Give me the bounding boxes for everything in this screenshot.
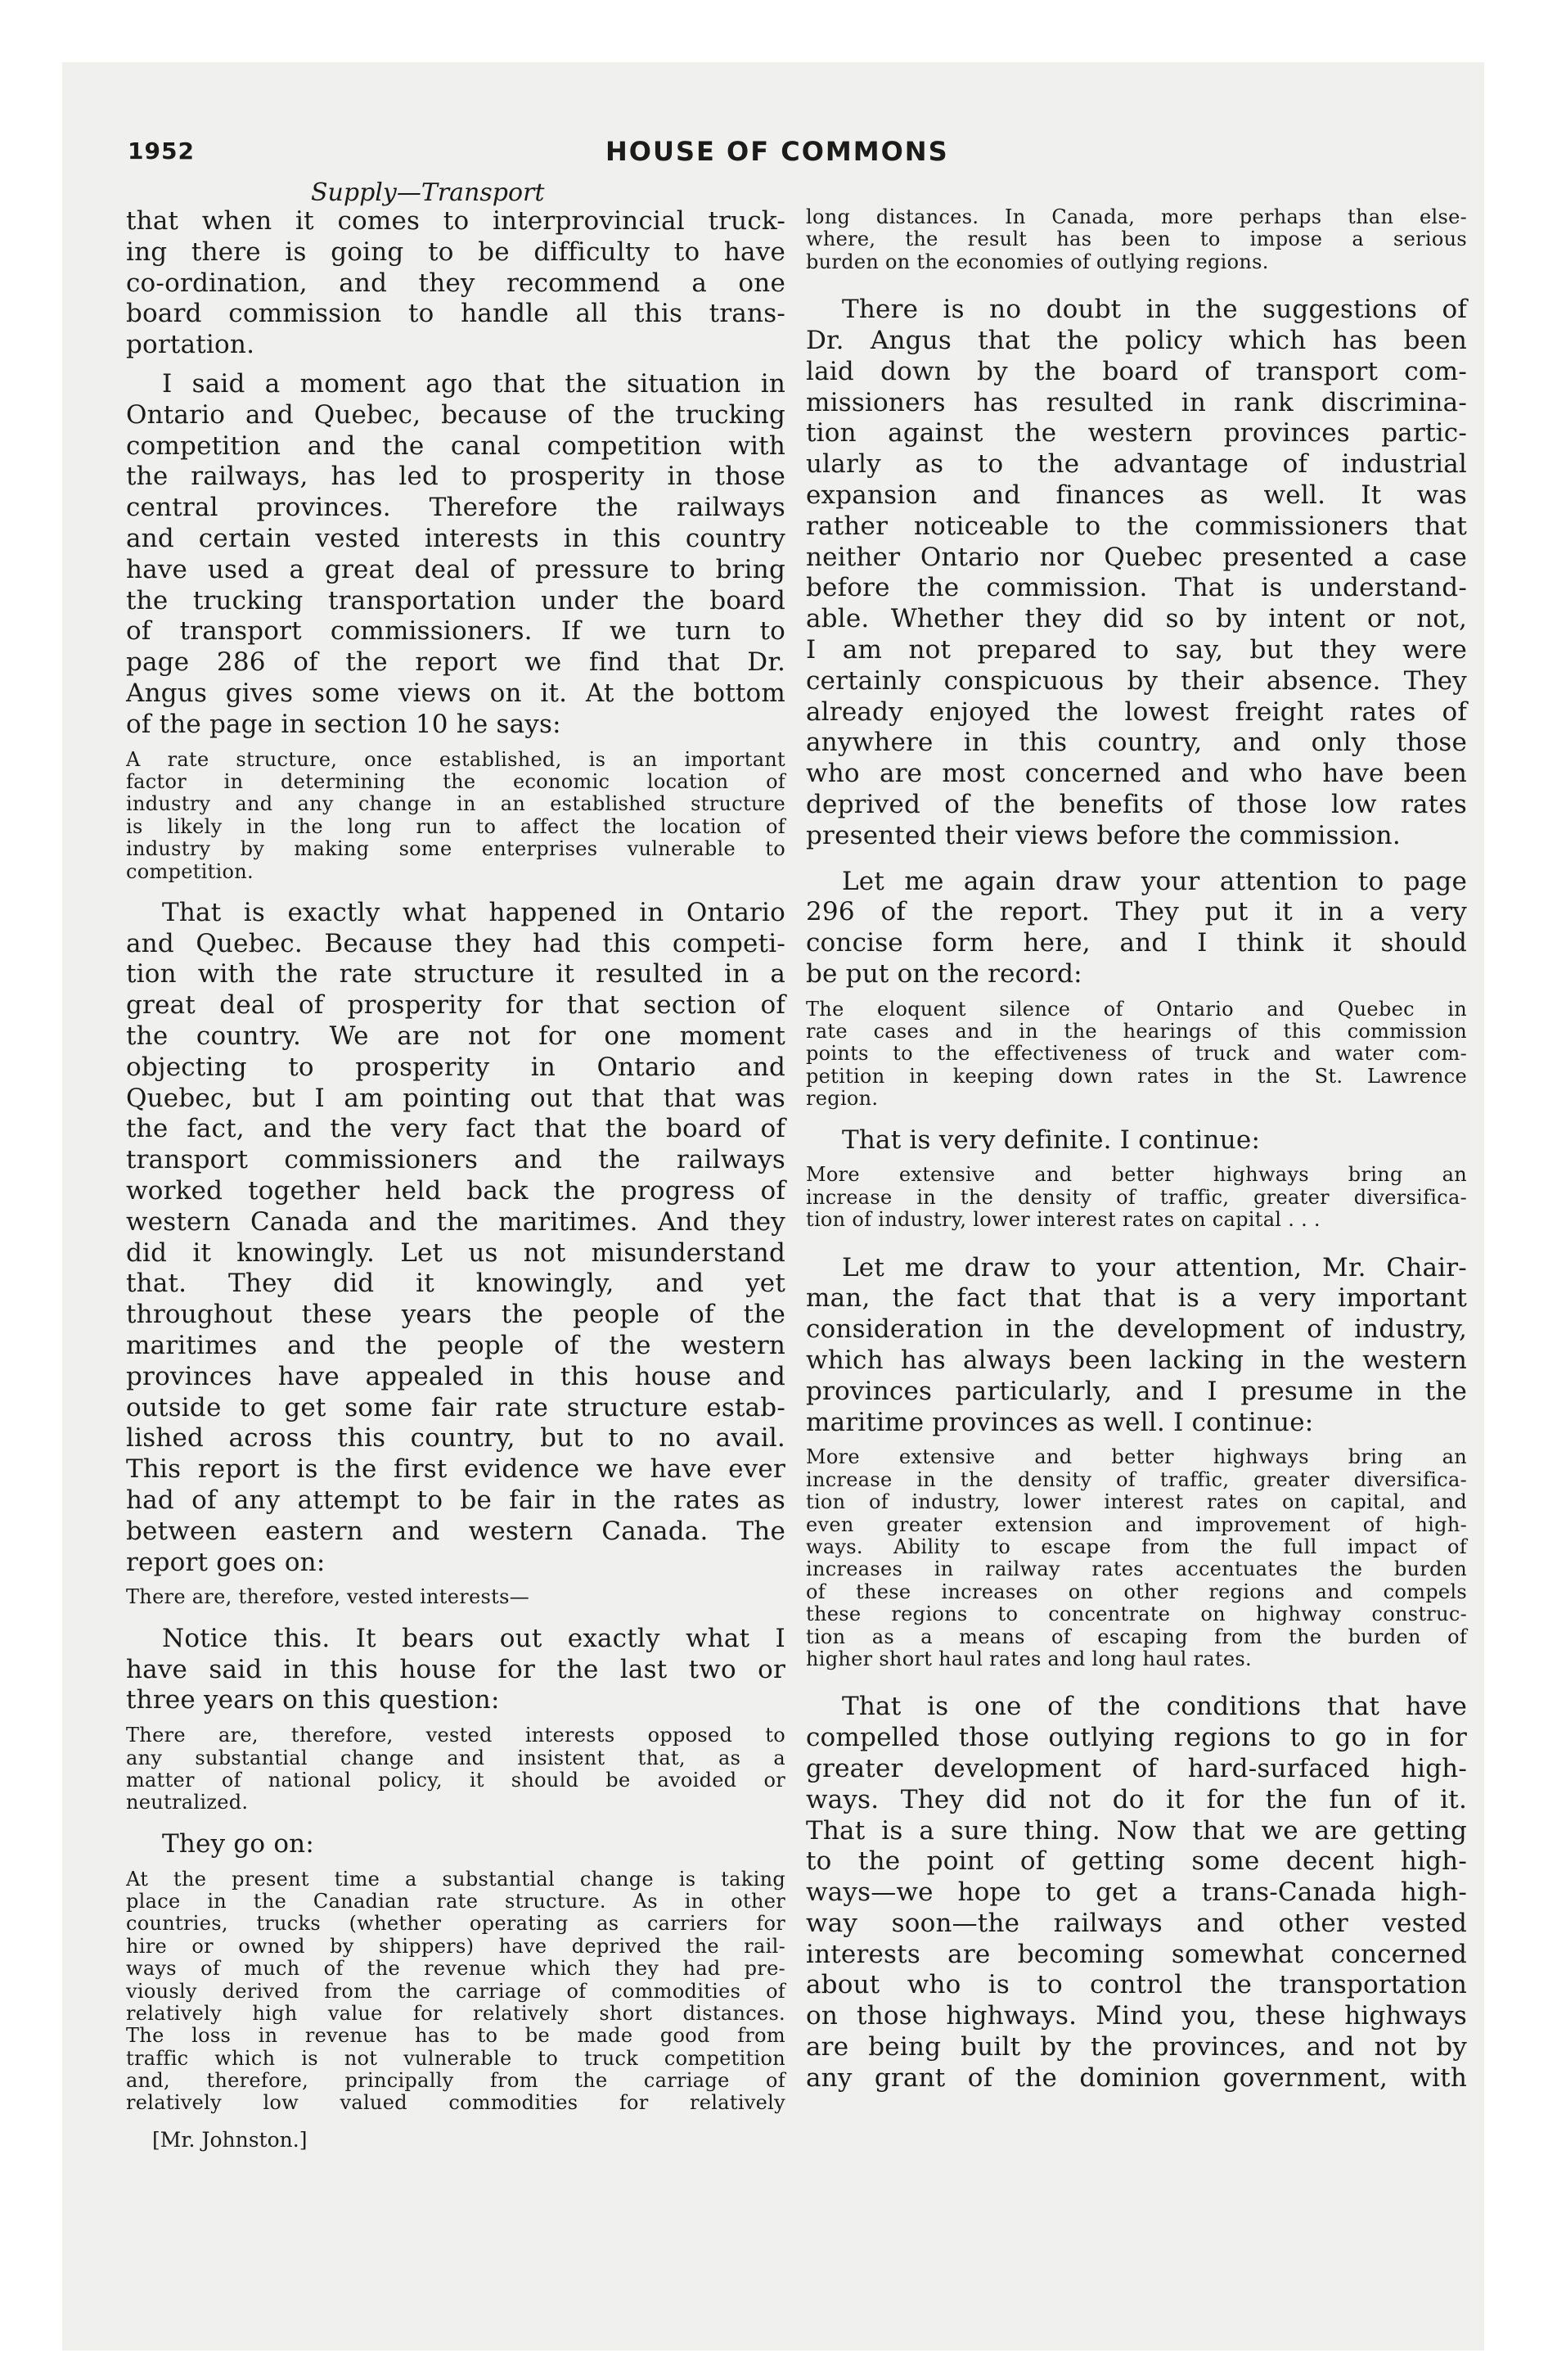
text-line: the country. We are not for one moment bbox=[126, 1021, 785, 1052]
quote-line: countries, trucks (whether operating as carriers for bbox=[126, 1912, 785, 1936]
quote-line: traffic which is not vulnerable to truck competition bbox=[126, 2046, 785, 2070]
text-line: of the page in section 10 he says: bbox=[126, 709, 561, 739]
text-line: had of any attempt to be fair in the rates as bbox=[126, 1485, 785, 1516]
text-line: I am not prepared to say, but they were bbox=[806, 634, 1467, 665]
quote-line: neutralized. bbox=[126, 1791, 249, 1814]
paragraph bbox=[806, 867, 1467, 990]
paragraph bbox=[806, 1125, 1467, 1156]
text-line: board commission to handle all this trans- bbox=[126, 299, 785, 329]
text-line: deprived of the benefits of those low rates bbox=[806, 789, 1467, 819]
paragraph bbox=[806, 295, 1467, 851]
right-column bbox=[806, 206, 1467, 2094]
quote-line: There are, therefore, vested interests— bbox=[126, 1585, 530, 1609]
quote-line: is likely in the long run to affect the location of bbox=[126, 814, 785, 838]
text-line: Dr. Angus that the policy which has been bbox=[806, 325, 1467, 355]
text-line: of transport commissioners. If we turn to bbox=[126, 616, 785, 647]
block-quote bbox=[126, 1724, 785, 1814]
quote-line: viously derived from the carriage of commodities of bbox=[126, 1979, 785, 2003]
text-line: objecting to prosperity in Ontario and bbox=[126, 1052, 785, 1082]
text-line: the railways, has led to prosperity in those bbox=[126, 462, 785, 492]
text-line: competition and the canal competition with bbox=[126, 430, 785, 461]
text-line: presented their views before the commission. bbox=[806, 820, 1401, 850]
quote-line: At the present time a substantial change is taking bbox=[126, 1867, 785, 1891]
quote-line: There are, therefore, vested interests opposed to bbox=[126, 1724, 785, 1747]
text-line: neither Ontario nor Quebec presented a case bbox=[806, 542, 1467, 572]
text-line: ularly as to the advantage of industrial bbox=[806, 449, 1467, 480]
text-line: which has always been lacking in the western bbox=[806, 1346, 1467, 1376]
quote-line: factor in determining the economic location of bbox=[126, 769, 785, 793]
quote-line: even greater extension and improvement of high- bbox=[806, 1512, 1467, 1536]
text-line: lished across this country, but to no avail. bbox=[126, 1423, 785, 1454]
quote-line: hire or owned by shippers) have deprived the rail- bbox=[126, 1934, 785, 1958]
block-quote bbox=[806, 1164, 1467, 1231]
quote-line: A rate structure, once established, is an important bbox=[126, 747, 785, 771]
quote-line: rate cases and in the hearings of this commission bbox=[806, 1020, 1467, 1044]
block-quote bbox=[126, 1868, 785, 2115]
text-line: There is no doubt in the suggestions of bbox=[842, 295, 1467, 325]
text-line: That is one of the conditions that have bbox=[842, 1692, 1467, 1722]
text-line: interests are becoming somewhat concerned bbox=[806, 1939, 1467, 1969]
text-line: on those highways. Mind you, these highways bbox=[806, 2001, 1467, 2031]
text-line: expansion and finances as well. It was bbox=[806, 480, 1467, 510]
text-line: compelled those outlying regions to go in for bbox=[806, 1723, 1467, 1753]
text-line: maritimes and the people of the western bbox=[126, 1331, 785, 1361]
text-line: greater development of hard-surfaced high- bbox=[806, 1753, 1467, 1783]
quote-line: increase in the density of traffic, greater diversifica- bbox=[806, 1467, 1467, 1491]
text-line: worked together held back the progress of bbox=[126, 1176, 785, 1206]
text-line: are being built by the provinces, and not by bbox=[806, 2032, 1467, 2062]
text-line: Notice this. It bears out exactly what I bbox=[162, 1623, 785, 1653]
text-line: that when it comes to interprovincial truck- bbox=[126, 206, 785, 236]
text-line: did it knowingly. Let us not misunderstand bbox=[126, 1237, 785, 1268]
text-line: maritime provinces as well. I continue: bbox=[806, 1407, 1314, 1437]
text-line: tion with the rate structure it resulted in a bbox=[126, 959, 785, 989]
text-line: already enjoyed the lowest freight rates of bbox=[806, 696, 1467, 727]
block-quote bbox=[806, 998, 1467, 1111]
quote-line: region. bbox=[806, 1087, 879, 1111]
quote-line: increase in the density of traffic, greater diversifica- bbox=[806, 1185, 1467, 1209]
text-line: Let me draw to your attention, Mr. Chair- bbox=[842, 1252, 1467, 1282]
quote-line: burden on the economies of outlying regions. bbox=[806, 250, 1269, 273]
text-line: three years on this question: bbox=[126, 1685, 500, 1715]
text-line: This report is the first evidence we have ever bbox=[126, 1454, 785, 1485]
text-line: man, the fact that that is a very important bbox=[806, 1283, 1467, 1314]
quote-line: tion of industry, lower interest rates on capital, and bbox=[806, 1490, 1467, 1514]
text-line: rather noticeable to the commissioners that bbox=[806, 511, 1467, 541]
text-line: co-ordination, and they recommend a one bbox=[126, 268, 785, 298]
text-line: laid down by the board of transport com- bbox=[806, 356, 1467, 386]
text-line: page 286 of the report we find that Dr. bbox=[126, 647, 785, 678]
paragraph bbox=[126, 206, 785, 361]
quote-line: of these increases on other regions and compels bbox=[806, 1580, 1467, 1603]
quote-line: industry by making some enterprises vulnerable to bbox=[126, 837, 785, 861]
paragraph bbox=[126, 898, 785, 1579]
text-line: I said a moment ago that the situation in bbox=[162, 368, 785, 399]
text-line: portation. bbox=[126, 330, 255, 360]
quote-line: matter of national policy, it should be avoided or bbox=[126, 1768, 785, 1792]
text-line: who are most concerned and who have been bbox=[806, 759, 1467, 789]
text-line: provinces particularly, and I presume in the bbox=[806, 1376, 1467, 1406]
block-quote bbox=[126, 749, 785, 883]
text-line: 296 of the report. They put it in a very bbox=[806, 897, 1467, 927]
quote-line: More extensive and better highways bring an bbox=[806, 1445, 1467, 1469]
quote-line: ways of much of the revenue which they had pre- bbox=[126, 1957, 785, 1981]
quote-line: tion of industry, lower interest rates on capital . . . bbox=[806, 1208, 1321, 1232]
text-line: have said in this house for the last two or bbox=[126, 1654, 785, 1684]
text-line: missioners has resulted in rank discrimina- bbox=[806, 387, 1467, 417]
text-line: the fact, and the very fact that the board of bbox=[126, 1114, 785, 1144]
text-line: any grant of the dominion government, with bbox=[806, 2062, 1467, 2093]
text-line: ways—we hope to get a trans-Canada high- bbox=[806, 1877, 1467, 1908]
page-number: 1952 bbox=[128, 137, 195, 165]
text-line: certainly conspicuous by their absence. They bbox=[806, 665, 1467, 696]
text-line: have used a great deal of pressure to bring bbox=[126, 554, 785, 584]
text-line: great deal of prosperity for that section of bbox=[126, 990, 785, 1021]
quote-line: these regions to concentrate on highway construc- bbox=[806, 1602, 1467, 1626]
text-line: throughout these years the people of the bbox=[126, 1300, 785, 1330]
quote-line: industry and any change in an established structure bbox=[126, 792, 785, 816]
text-line: able. Whether they did so by intent or not, bbox=[806, 604, 1467, 634]
left-column bbox=[126, 206, 785, 2152]
text-line: consideration in the development of industry, bbox=[806, 1314, 1467, 1345]
text-line: be put on the record: bbox=[806, 958, 1082, 989]
paragraph bbox=[126, 369, 785, 741]
quote-line: More extensive and better highways bring an bbox=[806, 1163, 1467, 1187]
quote-line: competition. bbox=[126, 859, 254, 883]
quote-line: ways. Ability to escape from the full impact of bbox=[806, 1535, 1467, 1558]
quote-line: place in the Canadian rate structure. As in other bbox=[126, 1889, 785, 1913]
block-quote bbox=[806, 206, 1467, 273]
paragraph bbox=[126, 1624, 785, 1716]
speaker-attribution: [Mr. Johnston.] bbox=[152, 2127, 308, 2152]
block-quote bbox=[806, 1446, 1467, 1670]
quote-line: tion as a means of escaping from the burden of bbox=[806, 1625, 1467, 1648]
text-line: to the point of getting some decent high- bbox=[806, 1846, 1467, 1877]
paragraph bbox=[806, 1692, 1467, 2094]
quote-line: relatively low valued commodities for relatively bbox=[126, 2091, 785, 2115]
quote-line: long distances. In Canada, more perhaps than else- bbox=[806, 205, 1467, 228]
quote-line: where, the result has been to impose a serious bbox=[806, 228, 1467, 251]
paragraph bbox=[126, 1829, 785, 1860]
text-line: Ontario and Quebec, because of the trucking bbox=[126, 399, 785, 430]
quote-line: points to the effectiveness of truck and water com- bbox=[806, 1042, 1467, 1066]
text-line: provinces have appealed in this house and bbox=[126, 1361, 785, 1391]
text-line: Let me again draw your attention to page bbox=[842, 866, 1467, 896]
text-line: ing there is going to be difficulty to have bbox=[126, 237, 785, 267]
quote-line: any substantial change and insistent that, as a bbox=[126, 1746, 785, 1769]
text-line: That is exactly what happened in Ontario bbox=[162, 897, 785, 927]
quote-line: relatively high value for relatively short distances. bbox=[126, 2001, 785, 2025]
text-line: before the commission. That is understand- bbox=[806, 573, 1467, 603]
text-line: Angus gives some views on it. At the bottom bbox=[126, 678, 785, 708]
text-line: and certain vested interests in this country bbox=[126, 523, 785, 553]
text-line: and Quebec. Because they had this competi- bbox=[126, 928, 785, 958]
text-line: tion against the western provinces partic- bbox=[806, 418, 1467, 449]
text-line: concise form here, and I think it should bbox=[806, 928, 1467, 958]
text-line: way soon—the railways and other vested bbox=[806, 1908, 1467, 1938]
text-line: between eastern and western Canada. The bbox=[126, 1516, 785, 1546]
text-line: They go on: bbox=[162, 1828, 314, 1859]
text-line: That is a sure thing. Now that we are getting bbox=[806, 1815, 1467, 1846]
text-line: central provinces. Therefore the railways bbox=[126, 493, 785, 523]
text-line: outside to get some fair rate structure estab- bbox=[126, 1392, 785, 1422]
section-subheading: Supply—Transport bbox=[311, 178, 545, 207]
paragraph bbox=[806, 1253, 1467, 1439]
quote-line: increases in railway rates accentuates the burden bbox=[806, 1557, 1467, 1581]
block-quote bbox=[126, 1586, 785, 1608]
text-line: That is very definite. I continue: bbox=[842, 1125, 1261, 1155]
quote-line: The eloquent silence of Ontario and Quebec in bbox=[806, 997, 1467, 1021]
text-line: report goes on: bbox=[126, 1547, 326, 1577]
text-line: transport commissioners and the railways bbox=[126, 1145, 785, 1175]
text-line: anywhere in this country, and only those bbox=[806, 728, 1467, 758]
quote-line: higher short haul rates and long haul rates. bbox=[806, 1647, 1252, 1670]
page-header-title: HOUSE OF COMMONS bbox=[605, 136, 949, 167]
text-line: Quebec, but I am pointing out that that was bbox=[126, 1083, 785, 1113]
text-line: ways. They did not do it for the fun of it. bbox=[806, 1784, 1467, 1814]
quote-line: The loss in revenue has to be made good from bbox=[126, 2024, 785, 2048]
quote-line: petition in keeping down rates in the St. Lawrence bbox=[806, 1064, 1467, 1088]
text-line: western Canada and the maritimes. And they bbox=[126, 1206, 785, 1237]
text-line: that. They did it knowingly, and yet bbox=[126, 1269, 785, 1299]
text-line: about who is to control the transportation bbox=[806, 1970, 1467, 2000]
quote-line: and, therefore, principally from the carriage of bbox=[126, 2069, 785, 2093]
text-line: the trucking transportation under the board bbox=[126, 585, 785, 615]
